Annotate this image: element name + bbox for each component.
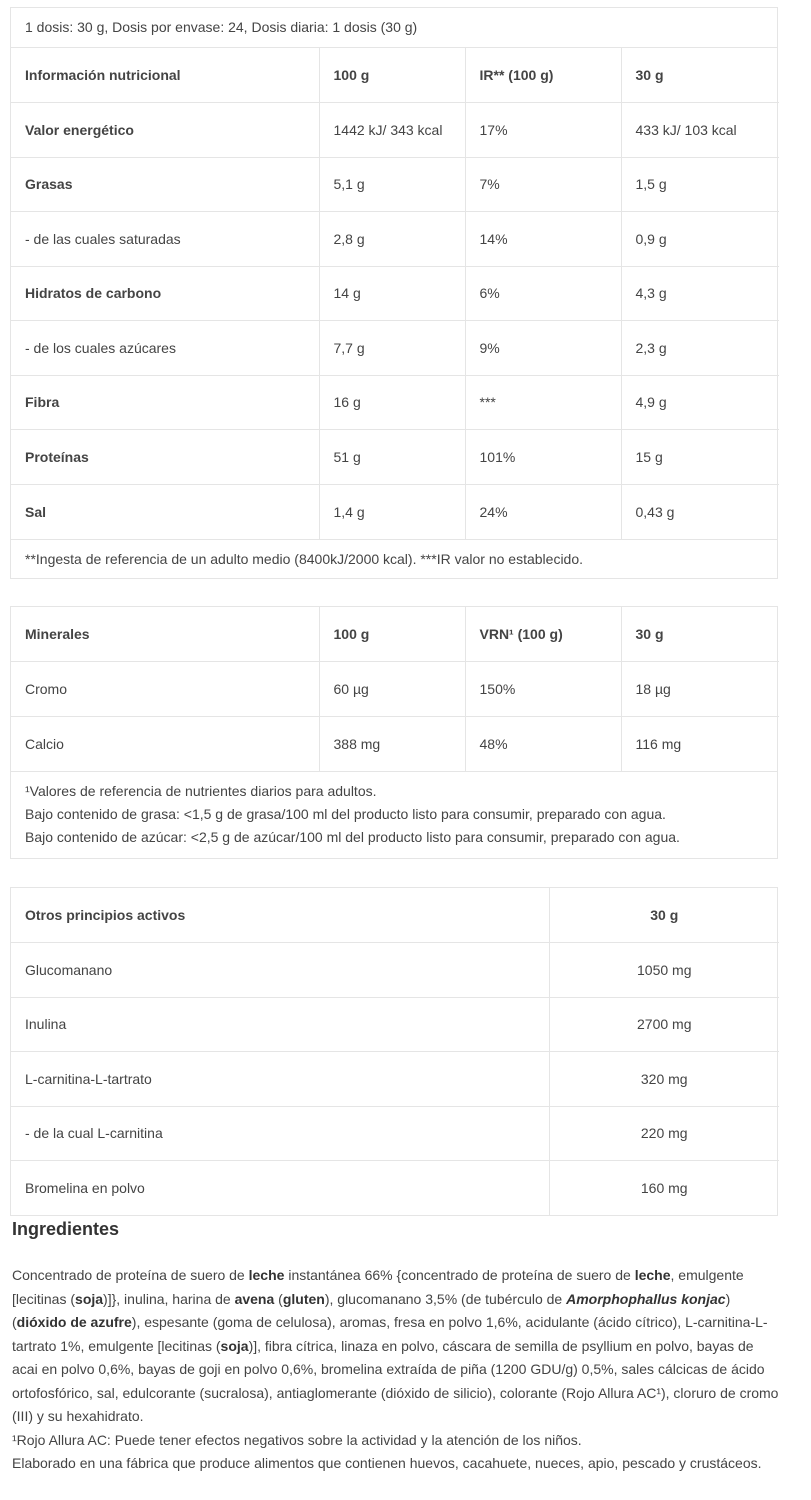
table-row [11, 430, 779, 485]
minerals-table [10, 606, 778, 859]
table-row [11, 375, 779, 430]
ingredient-segment: instantánea 66% {concentrado de proteína de suero de [284, 1267, 635, 1283]
table-row [11, 1161, 779, 1216]
ingredient-segment: soja [220, 1337, 249, 1354]
ingredient-segment: leche [634, 1267, 671, 1283]
ingredients-footnote: ¹Rojo Allura AC: Puede tener efectos negativos sobre la actividad y la atención de los niños. [12, 1431, 582, 1448]
table-cell: 4,3 g [621, 266, 779, 321]
table-cell: 17% [465, 103, 621, 158]
table-cell: 51 g [319, 430, 465, 485]
table-row [11, 716, 779, 771]
table-cell: Proteínas [11, 430, 319, 485]
table-row [11, 157, 779, 212]
table-row [11, 997, 779, 1052]
ingredient-segment: ) ( [12, 1290, 731, 1330]
mineral-note: ¹Valores de referencia de nutrientes diarios para adultos. [25, 782, 377, 799]
header-cell: 100 g [319, 607, 465, 662]
header-cell: Otros principios activos [11, 888, 549, 943]
table-cell: 220 mg [549, 1106, 779, 1161]
ingredient-segment: ), glucomanano 3,5% (de tubérculo de [324, 1290, 567, 1307]
header-cell: VRN¹ (100 g) [465, 607, 621, 662]
table-cell: *** [465, 375, 621, 430]
table-row [11, 1106, 779, 1161]
table-row [11, 662, 779, 717]
table-cell: 101% [465, 430, 621, 485]
ingredient-segment: Amorphophallus konjac [566, 1290, 726, 1307]
table-cell: 1050 mg [549, 943, 779, 998]
table-cell: - de la cual L-carnitina [11, 1106, 549, 1161]
table-row [11, 943, 779, 998]
table-header-row [11, 48, 779, 103]
table-row [11, 1052, 779, 1107]
table-cell: 1442 kJ/ 343 kcal [319, 103, 465, 158]
table-cell: 4,9 g [621, 375, 779, 430]
table-cell: Sal [11, 484, 319, 539]
table-cell: 16 g [319, 375, 465, 430]
table-cell: Calcio [11, 716, 319, 771]
table-cell: - de los cuales azúcares [11, 321, 319, 376]
table-cell: 14 g [319, 266, 465, 321]
allergens-note: Elaborado en una fábrica que produce alimentos que contienen huevos, cacahuete, nueces, apio, pescado y crustáceos. [12, 1455, 762, 1471]
table-cell: 15 g [621, 430, 779, 485]
table-header-row [11, 888, 779, 943]
table-cell: L-carnitina-L-tartrato [11, 1052, 549, 1107]
table-cell: 24% [465, 484, 621, 539]
ingredient-segment: , emulgente [lecitinas ( [12, 1267, 744, 1307]
table-cell: 388 mg [319, 716, 465, 771]
nutrition-table [10, 7, 778, 579]
table-cell: Inulina [11, 997, 549, 1052]
nutrition-footnote: **Ingesta de referencia de un adulto medio (8400kJ/2000 kcal). ***IR valor no establecido. [11, 539, 777, 578]
table-cell: 2,3 g [621, 321, 779, 376]
table-cell: Bromelina en polvo [11, 1161, 549, 1216]
table-cell: 7,7 g [319, 321, 465, 376]
header-cell: Minerales [11, 607, 319, 662]
ingredient-segment: soja [75, 1290, 104, 1307]
table-cell: Grasas [11, 157, 319, 212]
ingredients-text [12, 1264, 782, 1429]
table-cell: 150% [465, 662, 621, 717]
table-cell: - de las cuales saturadas [11, 212, 319, 267]
table-cell: 320 mg [549, 1052, 779, 1107]
table-cell: 0,43 g [621, 484, 779, 539]
table-row [11, 103, 779, 158]
ingredient-segment: ( [274, 1290, 283, 1307]
table-cell: Hidratos de carbono [11, 266, 319, 321]
ingredient-segment: dióxido de azufre [16, 1314, 132, 1330]
table-cell: 9% [465, 321, 621, 376]
header-cell: 30 g [549, 888, 779, 943]
mineral-note: Bajo contenido de azúcar: <2,5 g de azúcar/100 ml del producto listo para consumir, preparado con agua. [25, 828, 680, 845]
table-cell: Cromo [11, 662, 319, 717]
table-cell: 6% [465, 266, 621, 321]
ingredient-segment: leche [248, 1267, 285, 1283]
ingredient-segment: )], fibra cítrica, linaza en polvo, cáscara de semilla de psyllium en polvo, bayas de acai en polvo 0,6%, bayas de goji en polvo 0,6%, bromelina extraída de piña (1200 GDU/g) 0,5%, sales cálcicas de ácido ortofosfórico, sal, edulcorante (sucralosa), antiaglomerante (dióxido de silicio), colorante (Rojo Allura AC¹), cloruro de cromo (III) y su hexahidrato. [12, 1337, 779, 1424]
table-cell: 60 µg [319, 662, 465, 717]
table-cell: 160 mg [549, 1161, 779, 1216]
table-cell: 5,1 g [319, 157, 465, 212]
ingredient-segment: avena [234, 1290, 275, 1307]
table-row [11, 212, 779, 267]
table-header-row [11, 607, 779, 662]
mineral-note: Bajo contenido de grasa: <1,5 g de grasa/100 ml del producto listo para consumir, preparado con agua. [25, 805, 666, 822]
table-cell: 48% [465, 716, 621, 771]
actives-table [10, 887, 778, 1216]
ingredient-segment: )]}, inulina, harina de [103, 1290, 235, 1307]
serving-info: 1 dosis: 30 g, Dosis por envase: 24, Dosis diaria: 1 dosis (30 g) [11, 8, 777, 48]
table-cell: 2,8 g [319, 212, 465, 267]
table-cell: 433 kJ/ 103 kcal [621, 103, 779, 158]
ingredient-segment: gluten [282, 1290, 325, 1307]
header-cell: Información nutricional [11, 48, 319, 103]
header-cell: 30 g [621, 48, 779, 103]
header-cell: 100 g [319, 48, 465, 103]
ingredient-segment: Concentrado de proteína de suero de [12, 1267, 249, 1283]
table-cell: Fibra [11, 375, 319, 430]
table-cell: 2700 mg [549, 997, 779, 1052]
header-cell: 30 g [621, 607, 779, 662]
table-cell: 0,9 g [621, 212, 779, 267]
table-row [11, 484, 779, 539]
table-row [11, 321, 779, 376]
table-cell: 1,4 g [319, 484, 465, 539]
table-cell: 116 mg [621, 716, 779, 771]
ingredients-section [12, 1264, 782, 1476]
table-cell: 14% [465, 212, 621, 267]
ingredient-segment: ), espesante (goma de celulosa), aromas, fresa en polvo 1,6%, acidulante (ácido cítrico), L-carnitina-L-tartrato 1%, emulgente [lecitinas ( [12, 1314, 768, 1354]
table-cell: 1,5 g [621, 157, 779, 212]
table-cell: 18 µg [621, 662, 779, 717]
minerals-notes [11, 771, 777, 858]
table-cell: Valor energético [11, 103, 319, 158]
table-cell: 7% [465, 157, 621, 212]
table-row [11, 266, 779, 321]
header-cell: IR** (100 g) [465, 48, 621, 103]
table-cell: Glucomanano [11, 943, 549, 998]
ingredients-title: Ingredientes [12, 1219, 120, 1239]
